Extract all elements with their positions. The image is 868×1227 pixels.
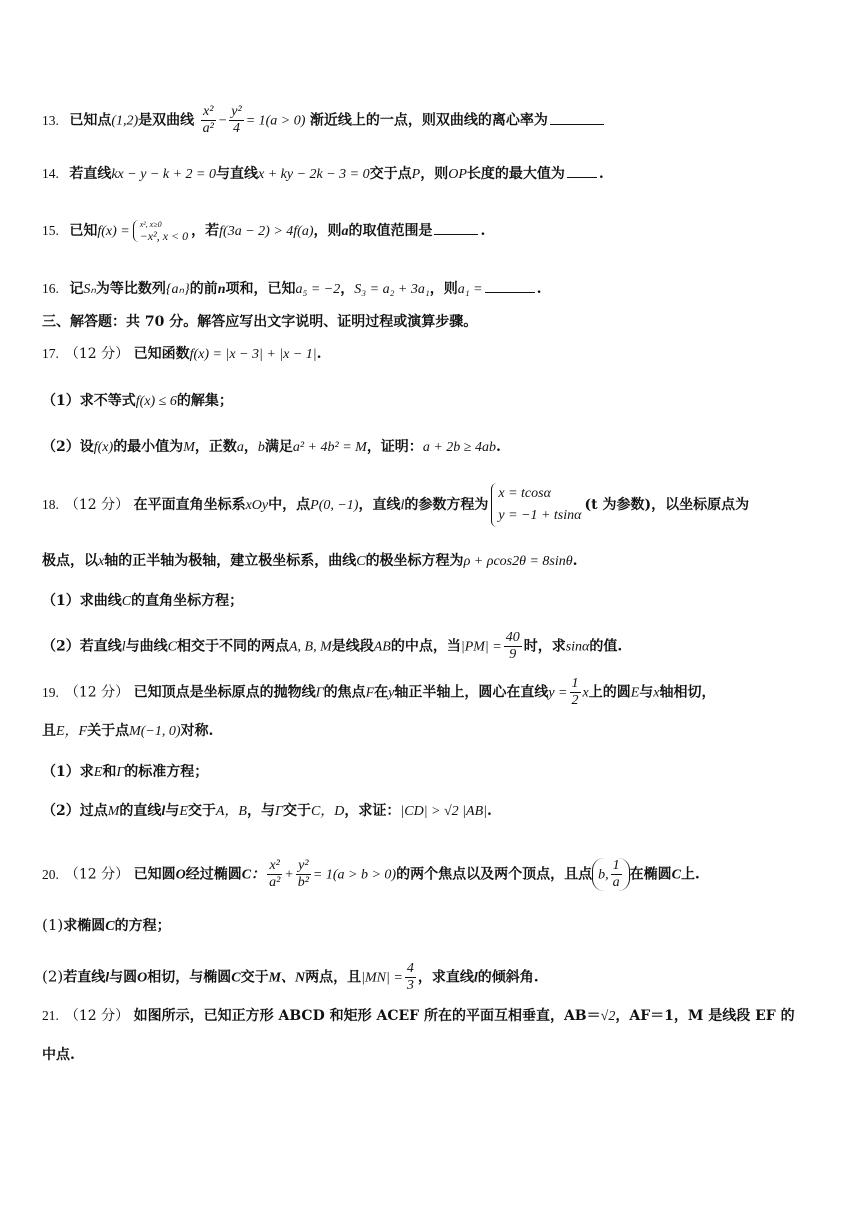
q19-line-2 xyxy=(42,721,832,742)
fraction: $\frac{\text{y²}}{\text{b²}}$ xyxy=(297,858,309,890)
text: 若直线 xyxy=(63,969,106,986)
math: l xyxy=(105,970,110,986)
text: （2）设 xyxy=(42,439,94,455)
text: . xyxy=(495,439,501,455)
question-number: 17. xyxy=(42,346,59,361)
text: 与 xyxy=(165,803,180,819)
text: 的直线 xyxy=(119,803,162,819)
text: 是线段 xyxy=(331,638,374,655)
math: F xyxy=(365,685,375,701)
math: A，B xyxy=(215,804,247,819)
text: 且 xyxy=(42,723,56,739)
math: S₃ = a₂ + 3a₁ xyxy=(354,282,430,297)
text: 的极坐标方程为 xyxy=(365,553,464,569)
math: l xyxy=(121,639,126,655)
math: A, B, M xyxy=(288,639,332,655)
math: O xyxy=(175,867,186,883)
math: M xyxy=(183,440,195,455)
text: 交于 xyxy=(240,969,269,986)
text: 极点，以 xyxy=(42,553,98,569)
question-18 xyxy=(42,483,832,527)
text: 两点，且 xyxy=(305,969,362,986)
text: 与圆 xyxy=(109,969,138,986)
math: a₅ = −2 xyxy=(295,282,341,297)
text: 如图所示，已知正方形 ABCD 和矩形 ACEF 所在的平面互相垂直，AB＝ xyxy=(133,1008,601,1024)
text: 已知函数 xyxy=(133,346,190,362)
text: 在 xyxy=(374,684,389,701)
math: l xyxy=(473,970,478,986)
text: 交于点 xyxy=(369,166,412,182)
math: = 1(a > 0) xyxy=(245,113,306,129)
text: 的取值范围是 xyxy=(348,223,433,239)
answer-blank[interactable] xyxy=(434,220,478,235)
text: 的两个焦点以及两个顶点，且点 xyxy=(396,866,593,883)
text: ， xyxy=(243,439,258,455)
math: M xyxy=(107,804,120,819)
text: 渐近线上的一点，则双曲线的离心率为 xyxy=(309,112,548,129)
answer-blank[interactable] xyxy=(485,278,535,293)
text: 已知点 xyxy=(69,112,112,129)
math: (1,2) xyxy=(111,113,139,129)
text: （1）求曲线 xyxy=(42,593,122,609)
q18-part-1 xyxy=(42,591,832,612)
math: x xyxy=(98,554,105,569)
fraction: $\frac{\text{x²}}{\text{a²}}$ xyxy=(269,858,281,890)
text: 上. xyxy=(680,866,700,883)
math: a xyxy=(236,440,244,455)
math: Sₙ xyxy=(83,282,96,297)
text: 相切，与椭圆 xyxy=(147,969,232,986)
points: （12 分） xyxy=(64,497,130,513)
text: . xyxy=(316,346,322,362)
question-19 xyxy=(42,676,832,709)
text: 和 xyxy=(102,764,117,780)
text: 的焦点 xyxy=(323,684,366,701)
math: O xyxy=(137,970,148,986)
math: |PM| = xyxy=(460,639,502,655)
text: 的最小值为 xyxy=(113,439,184,455)
math: − xyxy=(217,113,228,129)
q18-part-2 xyxy=(42,630,832,663)
text: 时，求 xyxy=(523,638,566,655)
question-number: 16. xyxy=(42,281,59,296)
q19-part-2 xyxy=(42,801,832,822)
text: 中，点 xyxy=(268,497,311,513)
text: ，求直线 xyxy=(417,969,474,986)
math: |CD| > √2 |AB| xyxy=(400,804,487,819)
text: 记 xyxy=(69,281,84,297)
text: 是双曲线 xyxy=(138,112,195,129)
math: l xyxy=(161,804,166,819)
text: 与直线 xyxy=(215,166,258,182)
math: C xyxy=(105,919,115,934)
piecewise: x², x≥0 −x², x < 0 xyxy=(133,220,188,242)
question-13 xyxy=(42,104,832,137)
section-heading xyxy=(42,312,832,332)
math: + xyxy=(284,867,294,883)
q20-part-1 xyxy=(42,915,832,937)
text: 为等比数列 xyxy=(95,281,166,297)
math: C xyxy=(167,639,177,655)
fraction: $\frac{1}{2}$ xyxy=(571,676,579,708)
math: sinα xyxy=(565,639,590,655)
math: C： xyxy=(241,867,266,883)
text: （2）若直线 xyxy=(42,638,122,655)
points: （12 分） xyxy=(64,1008,130,1024)
question-21 xyxy=(42,1006,832,1027)
text: ，证明： xyxy=(366,439,423,455)
text: . xyxy=(536,281,542,297)
part-number: (1) xyxy=(42,916,64,934)
section-title: 三、解答题：共 70 分。解答应写出文字说明、证明过程或演算步骤。 xyxy=(42,314,478,330)
text: 的参数方程为 xyxy=(404,497,489,513)
math: Γ xyxy=(116,765,125,780)
q21-line-2 xyxy=(42,1045,832,1065)
q17-part-1 xyxy=(42,391,832,412)
part-number: (2) xyxy=(42,967,64,986)
text: 上的圆 xyxy=(588,684,631,701)
math: OP xyxy=(448,167,467,182)
math: = 1(a > b > 0) xyxy=(312,867,397,883)
text: 的倾斜角. xyxy=(477,969,539,986)
point-coordinates: b, $\frac{1}{a}$ xyxy=(592,858,630,891)
math: ρ + ρcos2θ = 8sinθ xyxy=(463,554,573,569)
text: 已知顶点是坐标原点的抛物线 xyxy=(133,684,316,701)
answer-blank[interactable] xyxy=(567,163,597,178)
text: 对称. xyxy=(180,723,214,739)
fraction: $\frac{40}{9}$ xyxy=(505,630,520,662)
text: 已知圆 xyxy=(133,866,176,883)
math: a₁ = xyxy=(457,282,483,297)
math: b xyxy=(257,440,265,455)
text: ，与 xyxy=(246,803,275,819)
question-17 xyxy=(42,344,832,365)
text: 求椭圆 xyxy=(63,918,106,934)
text: 在椭圆 xyxy=(629,866,672,883)
text: 项和，已知 xyxy=(225,281,296,297)
text: 经过椭圆 xyxy=(185,866,242,883)
math: a + 2b ≥ 4ab xyxy=(422,440,496,455)
text: （1）求不等式 xyxy=(42,393,136,409)
text: 的前 xyxy=(189,281,218,297)
math: y xyxy=(388,685,395,701)
text: ，若 xyxy=(191,223,220,239)
text: 相交于不同的两点 xyxy=(176,638,289,655)
fraction: $\frac{\text{x²}}{\text{a²}}$ xyxy=(202,104,214,136)
math: M、N xyxy=(268,970,306,986)
text: 轴相切， xyxy=(659,684,716,701)
text: 关于点 xyxy=(87,723,130,739)
q20-part-2 xyxy=(42,961,832,994)
math: x xyxy=(653,685,660,701)
math: E xyxy=(630,685,640,701)
math: f(x) ≤ 6 xyxy=(135,394,177,409)
math: P(0, −1) xyxy=(310,498,359,513)
text: ，AF＝1，M 是线段 EF 的 xyxy=(615,1008,795,1024)
math: E，F xyxy=(56,724,88,739)
text: ，则 xyxy=(429,281,458,297)
text: 满足 xyxy=(264,439,293,455)
math: M(−1, 0) xyxy=(129,724,181,739)
math: a² + 4b² = M xyxy=(292,440,367,455)
math: C xyxy=(121,594,132,609)
math: x xyxy=(582,685,589,701)
points: （12 分） xyxy=(64,866,130,883)
question-20 xyxy=(42,858,832,891)
math: E xyxy=(93,765,103,780)
q17-part-2 xyxy=(42,437,832,458)
text: 的方程； xyxy=(114,918,171,934)
text: 已知 xyxy=(69,223,98,239)
math: a xyxy=(341,224,349,239)
text: （2）过点 xyxy=(42,803,108,819)
math: {aₙ} xyxy=(165,282,190,297)
math: y = xyxy=(548,685,568,701)
math: C xyxy=(671,867,681,883)
points: （12 分） xyxy=(64,346,130,362)
math: |MN| = xyxy=(361,970,403,986)
text: 中点. xyxy=(42,1047,75,1063)
math: f(3a − 2) > 4f(a) xyxy=(219,224,314,239)
question-number: 18. xyxy=(42,497,59,512)
question-16 xyxy=(42,278,832,300)
text: 的值. xyxy=(589,638,623,655)
text: 的中点，当 xyxy=(390,638,461,655)
text: 与 xyxy=(639,684,654,701)
math: Γ xyxy=(274,804,283,819)
question-number: 13. xyxy=(42,112,59,128)
question-number: 19. xyxy=(42,684,59,700)
math: AB xyxy=(373,639,391,655)
question-number: 15. xyxy=(42,223,59,238)
question-14 xyxy=(42,163,832,185)
math: xOy xyxy=(245,498,269,513)
text: ，则 xyxy=(420,166,449,182)
math: f(x) = |x − 3| + |x − 1| xyxy=(189,347,317,362)
text: 交于 xyxy=(187,803,216,819)
fraction: $\frac{\text{y²}}{4}$ xyxy=(231,104,242,136)
text: . xyxy=(486,803,492,819)
question-number: 14. xyxy=(42,166,59,181)
text: . xyxy=(572,553,578,569)
text: ，求证： xyxy=(344,803,401,819)
text: ，则 xyxy=(313,223,342,239)
parametric-system: x = tcosα y = −1 + tsinα xyxy=(491,483,581,527)
text: ，正数 xyxy=(194,439,237,455)
math: f(x) = xyxy=(97,224,130,239)
q18-line-2 xyxy=(42,551,832,572)
text: 轴的正半轴为极轴，建立极坐标系，曲线 xyxy=(104,553,357,569)
math: C，D xyxy=(310,804,345,819)
text: 轴正半轴上，圆心在直线 xyxy=(394,684,549,701)
math: x + ky − 2k − 3 = 0 xyxy=(257,167,370,182)
math: C xyxy=(231,970,241,986)
text: 在平面直角坐标系 xyxy=(133,497,246,513)
question-15 xyxy=(42,220,832,242)
text: 的解集； xyxy=(176,393,233,409)
math: l xyxy=(400,498,405,513)
math: P xyxy=(411,167,421,182)
text: (t 为参数)，以坐标原点为 xyxy=(584,497,750,513)
text: 与曲线 xyxy=(125,638,168,655)
text: ， xyxy=(340,281,355,297)
text: 若直线 xyxy=(69,166,112,182)
answer-blank[interactable] xyxy=(550,110,604,125)
question-number: 21. xyxy=(42,1008,59,1023)
math: √2 xyxy=(600,1009,616,1024)
text: . xyxy=(598,166,604,182)
math: E xyxy=(179,804,188,819)
fraction: $\frac{4}{3}$ xyxy=(406,961,414,993)
text: 长度的最大值为 xyxy=(466,166,565,182)
text: （1）求 xyxy=(42,764,94,780)
text: 的标准方程； xyxy=(124,764,209,780)
question-number: 20. xyxy=(42,866,59,882)
math: Γ xyxy=(315,685,324,701)
text: ，直线 xyxy=(358,497,401,513)
math: C xyxy=(356,554,366,569)
math: kx − y − k + 2 = 0 xyxy=(111,167,216,182)
math: f(x) xyxy=(93,440,114,455)
points: （12 分） xyxy=(64,684,130,701)
text: 的直角坐标方程； xyxy=(131,593,244,609)
q19-part-1 xyxy=(42,762,832,783)
text: 交于 xyxy=(282,803,311,819)
math: n xyxy=(217,282,226,297)
text: . xyxy=(480,223,486,239)
